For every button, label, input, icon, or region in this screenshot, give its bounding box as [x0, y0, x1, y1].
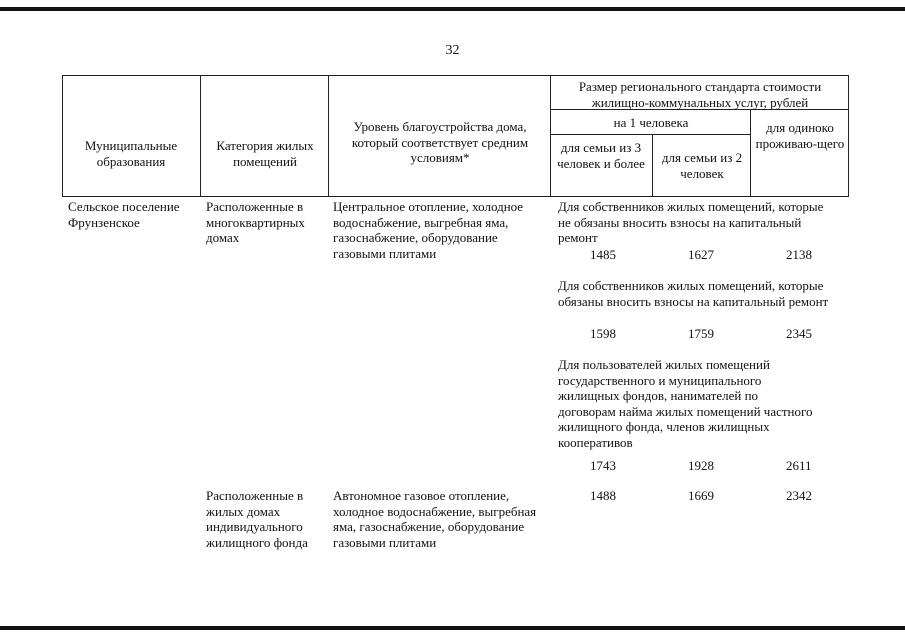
page-number: 32	[445, 43, 460, 58]
row2-value-family2: 1669	[688, 488, 714, 503]
header-level: Уровень благоустройства дома, который соответствует средним условиям*	[351, 119, 529, 165]
header-family3: для семьи из 3 человек и более	[557, 140, 645, 171]
row2-category: Расположенные в жилых домах индивидуального жилищного фонда	[206, 488, 308, 550]
col-divider-4	[652, 134, 653, 197]
row2-level: Автономное газовое отопление, холодное водоснабжение, выгребная яма, газоснабжение, оборудование газовыми плитами	[333, 488, 537, 550]
col-divider-3	[550, 75, 551, 197]
header-municipality: Муниципальные образования	[84, 138, 178, 169]
col-divider-1	[200, 75, 201, 197]
top-rule	[0, 7, 905, 11]
group1-value-single: 2138	[786, 247, 812, 262]
group3-value-single: 2611	[786, 458, 812, 473]
group3-value-family2: 1928	[688, 458, 714, 473]
row1-category: Расположенные в многоквартирных домах	[206, 199, 305, 245]
row2-value-family3: 1488	[590, 488, 616, 503]
row1-level: Центральное отопление, холодное водоснабжение, выгребная яма, газоснабжение, оборудование газовыми плитами	[333, 199, 524, 261]
header-divider-per-person	[550, 134, 750, 135]
bottom-rule	[0, 626, 905, 630]
header-family2: для семьи из 2 человек	[661, 150, 743, 181]
group3-note: Для пользователей жилых помещений государственного и муниципального жилищных фондов, нанимателей по договорам найма жилых помещений частного жилищного фонда, членов жилищных кооперативов	[558, 357, 813, 450]
col-divider-5	[750, 109, 751, 197]
header-bottom-border	[62, 196, 849, 197]
group2-value-family2: 1759	[688, 326, 714, 341]
group2-value-single: 2345	[786, 326, 812, 341]
group2-value-family3: 1598	[590, 326, 616, 341]
table-left-border	[62, 75, 63, 197]
col-divider-2	[328, 75, 329, 197]
header-category: Категория жилых помещений	[216, 138, 314, 169]
table-top-border	[62, 75, 849, 76]
row2-value-single: 2342	[786, 488, 812, 503]
group1-note: Для собственников жилых помещений, которые не обязаны вносить взносы на капитальный ремонт	[558, 199, 824, 245]
header-single: для одиноко проживаю-щего	[755, 120, 845, 151]
group3-value-family3: 1743	[590, 458, 616, 473]
group2-note: Для собственников жилых помещений, которые обязаны вносить взносы на капитальный ремонт	[558, 278, 829, 309]
header-standard-size: Размер регионального стандарта стоимости жилищно-коммунальных услуг, рублей	[578, 79, 822, 110]
group1-value-family3: 1485	[590, 247, 616, 262]
header-per-person: на 1 человека	[613, 115, 689, 130]
municipality-name: Сельское поселение Фрунзенское	[68, 199, 180, 230]
table-right-border	[848, 75, 849, 197]
group1-value-family2: 1627	[688, 247, 714, 262]
